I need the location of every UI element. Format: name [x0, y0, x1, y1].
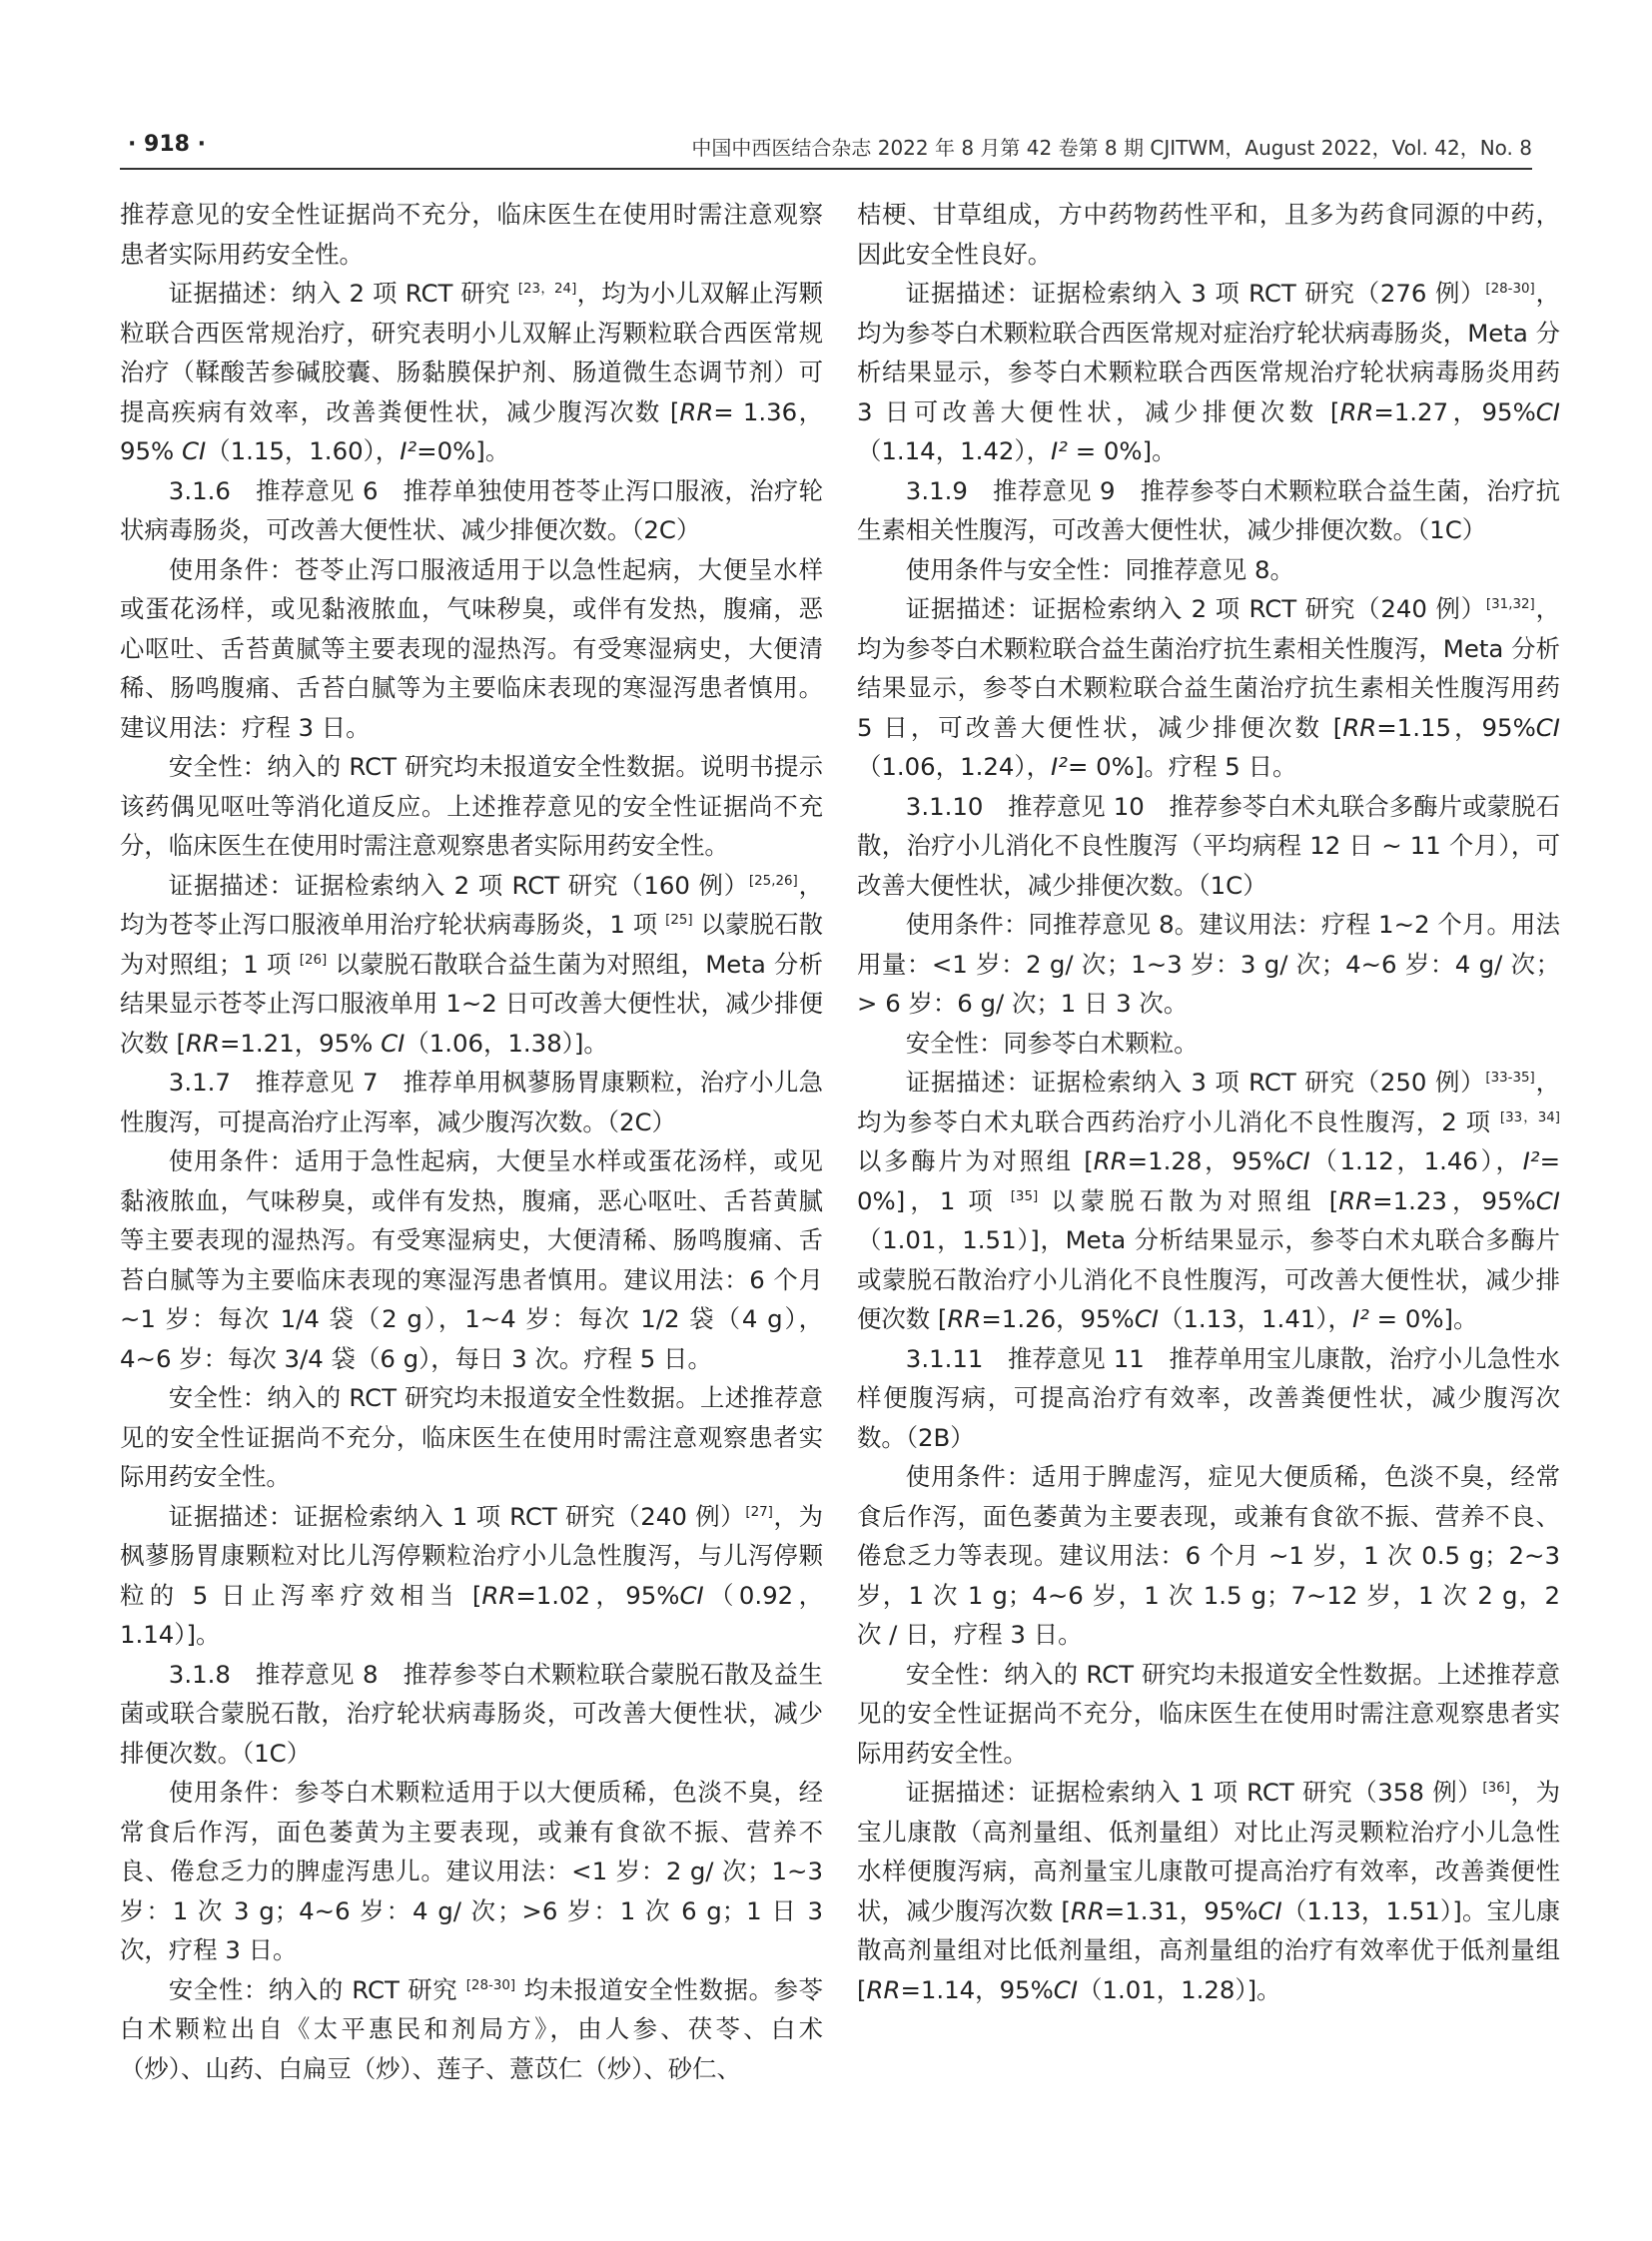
- stat-symbol: RR: [866, 1974, 901, 2004]
- recommendation-heading: 3.1.8 推荐意见 8 推荐参苓白术颗粒联合蒙脱石散及益生菌或联合蒙脱石散，治疗轮状病毒肠炎，可改善大便性状，减少排便次数。（1C）: [120, 1659, 823, 1768]
- recommendation-heading: 3.1.10 推荐意见 10 推荐参苓白术丸联合多酶片或蒙脱石散，治疗小儿消化不良性腹泻（平均病程 12 日 ~ 11 个月），可改善大便性状，减少排便次数。（1C）: [857, 791, 1560, 900]
- stat-symbol: CI: [1535, 396, 1560, 426]
- page-header: [120, 128, 1532, 170]
- citation-ref: [33，34]: [1499, 1110, 1560, 1125]
- citation-ref: [31,32]: [1485, 596, 1535, 612]
- right-column: [857, 195, 1560, 2009]
- stat-symbol: CI: [1535, 712, 1560, 742]
- paragraph: 安全性：纳入的 RCT 研究均未报道安全性数据。上述推荐意见的安全性证据尚不充分，临床医生在使用时需注意观察患者实际用药安全性。: [857, 1659, 1560, 1768]
- paragraph: 证据描述：证据检索纳入 3 项 RCT 研究（250 例）[33-35]，均为参苓白术丸联合西药治疗小儿消化不良性腹泻，2 项 [33，34] 以多酶片为对照组 [RR=1.28，95%CI（1.12，1.46），I²= 0%]，1 项 [35] 以蒙脱石散为对照组 [RR=1.23，95%CI（1.01，1.51）]，Meta 分析结果显示，参苓白术丸联合多酶片或蒙脱石散治疗小儿消化不良性腹泻，可改善大便性状，减少排便次数 [RR=1.26，95%CI（1.13，1.41），I² = 0%]。: [857, 1068, 1560, 1333]
- paragraph: 使用条件与安全性：同推荐意见 8。: [905, 554, 1294, 584]
- stat-symbol: I²: [1050, 752, 1068, 781]
- paragraph: 安全性：纳入的 RCT 研究均未报道安全性数据。说明书提示该药偶见呕吐等消化道反应。上述推荐意见的安全性证据尚不充分，临床医生在使用时需注意观察患者实际用药安全性。: [120, 752, 823, 860]
- stat-symbol: RR: [1093, 1146, 1128, 1175]
- stat-symbol: RR: [1339, 396, 1374, 426]
- left-column: [120, 195, 823, 2088]
- recommendation-heading: 3.1.6 推荐意见 6 推荐单独使用苍苓止泻口服液，治疗轮状病毒肠炎，可改善大便性状、减少排便次数。（2C）: [120, 475, 823, 544]
- citation-ref: [33-35]: [1485, 1070, 1535, 1086]
- journal-citation: 中国中西医结合杂志 2022 年 8 月第 42 卷第 8 期 CJITWM，August 2022，Vol. 42，No. 8: [691, 136, 1532, 160]
- paragraph: 证据描述：证据检索纳入 1 项 RCT 研究（240 例）[27]，为枫蓼肠胃康颗粒对比儿泻停颗粒治疗小儿急性腹泻，与儿泻停颗粒的 5 日止泻率疗效相当 [RR=1.02，95%CI（0.92，1.14）]。: [120, 1501, 823, 1649]
- paragraph: 安全性：纳入的 RCT 研究均未报道安全性数据。上述推荐意见的安全性证据尚不充分，临床医生在使用时需注意观察患者实际用药安全性。: [120, 1383, 823, 1491]
- recommendation-heading: 3.1.9 推荐意见 9 推荐参苓白术颗粒联合益生菌，治疗抗生素相关性腹泻，可改善大便性状，减少排便次数。（1C）: [857, 475, 1560, 544]
- paragraph: 推荐意见的安全性证据尚不充分，临床医生在使用时需注意观察患者实际用药安全性。: [120, 200, 823, 269]
- stat-symbol: I²: [1050, 436, 1068, 465]
- stat-symbol: CI: [1285, 1146, 1310, 1175]
- paragraph: 证据描述：证据检索纳入 1 项 RCT 研究（358 例）[36]，为宝儿康散（高剂量组、低剂量组）对比止泻灵颗粒治疗小儿急性水样便腹泻病，高剂量宝儿康散可提高治疗有效率，改善粪便性状，减少腹泻次数 [RR=1.31，95%CI（1.13，1.51）]。宝儿康散高剂量组对比低剂量组，高剂量组的治疗有效率优于低剂量组 [RR=1.14，95%CI（1.01，1.28）]。: [857, 1778, 1560, 2004]
- citation-ref: [25]: [665, 912, 693, 928]
- paragraph: 桔梗、甘草组成，方中药物药性平和，且多为药食同源的中药，因此安全性良好。: [857, 200, 1560, 269]
- page-number: · 918 ·: [128, 132, 206, 157]
- citation-ref: [23，24]: [517, 281, 577, 297]
- paragraph: 证据描述：纳入 2 项 RCT 研究 [23，24]，均为小儿双解止泻颗粒联合西医常规治疗，研究表明小儿双解止泻颗粒联合西医常规治疗（鞣酸苦参碱胶囊、肠黏膜保护剂、肠道微生态调节剂）可提高疾病有效率，改善粪便性状，减少腹泻次数 [RR= 1.36，95% CI（1.15，1.60），I²=0%]。: [120, 279, 823, 465]
- paragraph: 安全性：同参苓白术颗粒。: [905, 1028, 1199, 1058]
- stat-symbol: CI: [1134, 1304, 1159, 1333]
- stat-symbol: RR: [947, 1304, 982, 1333]
- stat-symbol: RR: [1338, 1185, 1373, 1215]
- paragraph: 使用条件：同推荐意见 8。建议用法：疗程 1~2 个月。用法用量：<1 岁：2 g/ 次；1~3 岁：3 g/ 次；4~6 岁：4 g/ 次；> 6 岁：6 g/ 次；1 日 3 次。: [857, 910, 1560, 1018]
- citation-ref: [26]: [299, 952, 328, 968]
- paragraph: 使用条件：适用于脾虚泻，症见大便质稀，色淡不臭，经常食后作泻，面色萎黄为主要表现，或兼有食欲不振、营养不良、倦怠乏力等表现。建议用法：6 个月 ~1 岁，1 次 0.5 g；2~3 岁，1 次 1 g；4~6 岁，1 次 1.5 g；7~12 岁，1 次 2 g，2 次 / 日，疗程 3 日。: [857, 1462, 1560, 1649]
- stat-symbol: RR: [1070, 1895, 1105, 1925]
- citation-ref: [35]: [1010, 1188, 1039, 1204]
- stat-symbol: CI: [679, 1580, 704, 1610]
- stat-symbol: I²: [400, 436, 417, 465]
- stat-symbol: I²: [1522, 1146, 1540, 1175]
- stat-symbol: CI: [181, 436, 207, 465]
- citation-ref: [36]: [1482, 1780, 1510, 1796]
- citation-ref: [27]: [745, 1504, 773, 1520]
- recommendation-heading: 3.1.7 推荐意见 7 推荐单用枫蓼肠胃康颗粒，治疗小儿急性腹泻，可提高治疗止泻率，减少腹泻次数。（2C）: [120, 1068, 823, 1136]
- stat-symbol: RR: [481, 1580, 516, 1610]
- stat-symbol: CI: [381, 1028, 406, 1058]
- paragraph: 安全性：纳入的 RCT 研究 [28-30] 均未报道安全性数据。参苓白术颗粒出自《太平惠民和剂局方》，由人参、茯苓、白术（炒）、山药、白扁豆（炒）、莲子、薏苡仁（炒）、砂仁、: [120, 1974, 823, 2083]
- paragraph: 使用条件：苍苓止泻口服液适用于以急性起病，大便呈水样或蛋花汤样，或见黏液脓血，气味秽臭，或伴有发热，腹痛，恶心呕吐、舌苔黄腻等主要表现的湿热泻。有受寒湿病史，大便清稀、肠鸣腹痛、舌苔白腻等为主要临床表现的寒湿泻患者慎用。建议用法：疗程 3 日。: [120, 554, 823, 742]
- paragraph: 证据描述：证据检索纳入 2 项 RCT 研究（240 例）[31,32]，均为参苓白术颗粒联合益生菌治疗抗生素相关性腹泻，Meta 分析结果显示，参苓白术颗粒联合益生菌治疗抗生素相关性腹泻用药 5 日，可改善大便性状，减少排便次数 [RR=1.15，95%CI（1.06，1.24），I²= 0%]。疗程 5 日。: [857, 594, 1560, 781]
- citation-ref: [28-30]: [1485, 281, 1535, 297]
- stat-symbol: RR: [186, 1028, 220, 1058]
- paragraph: 证据描述：证据检索纳入 2 项 RCT 研究（160 例）[25,26]，均为苍苓止泻口服液单用治疗轮状病毒肠炎，1 项 [25] 以蒙脱石散为对照组；1 项 [26] 以蒙脱石散联合益生菌为对照组，Meta 分析结果显示苍苓止泻口服液单用 1~2 日可改善大便性状，减少排便次数 [RR=1.21，95% CI（1.06，1.38）]。: [120, 870, 823, 1058]
- citation-ref: [25,26]: [748, 873, 798, 889]
- stat-symbol: CI: [1257, 1895, 1282, 1925]
- stat-symbol: CI: [1535, 1185, 1560, 1215]
- citation-ref: [28-30]: [465, 1977, 516, 1993]
- stat-symbol: RR: [679, 396, 714, 426]
- stat-symbol: I²: [1351, 1304, 1369, 1333]
- stat-symbol: RR: [1342, 712, 1377, 742]
- paragraph: 使用条件：适用于急性起病，大便呈水样或蛋花汤样，或见黏液脓血，气味秽臭，或伴有发热，腹痛，恶心呕吐、舌苔黄腻等主要表现的湿热泻。有受寒湿病史，大便清稀、肠鸣腹痛、舌苔白腻等为主要临床表现的寒湿泻患者慎用。建议用法：6 个月 ~1 岁：每次 1/4 袋（2 g），1~4 岁：每次 1/2 袋（4 g），4~6 岁：每次 3/4 袋（6 g），每日 3 次。疗程 5 日。: [120, 1146, 823, 1373]
- recommendation-heading: 3.1.11 推荐意见 11 推荐单用宝儿康散，治疗小儿急性水样便腹泻病，可提高治疗有效率，改善粪便性状，减少腹泻次数。（2B）: [857, 1343, 1560, 1452]
- paragraph: 证据描述：证据检索纳入 3 项 RCT 研究（276 例）[28-30]，均为参苓白术颗粒联合西医常规对症治疗轮状病毒肠炎，Meta 分析结果显示，参苓白术颗粒联合西医常规治疗轮状病毒肠炎用药 3 日可改善大便性状，减少排便次数 [RR=1.27，95%CI（1.14，1.42），I² = 0%]。: [857, 279, 1560, 465]
- paragraph: 使用条件：参苓白术颗粒适用于以大便质稀，色淡不臭，经常食后作泻，面色萎黄为主要表现，或兼有食欲不振、营养不良、倦怠乏力的脾虚泻患儿。建议用法：<1 岁：2 g/ 次；1~3 岁：1 次 3 g；4~6 岁：4 g/ 次；>6 岁：1 次 6 g；1 日 3 次，疗程 3 日。: [120, 1778, 823, 1964]
- stat-symbol: CI: [1053, 1974, 1079, 2004]
